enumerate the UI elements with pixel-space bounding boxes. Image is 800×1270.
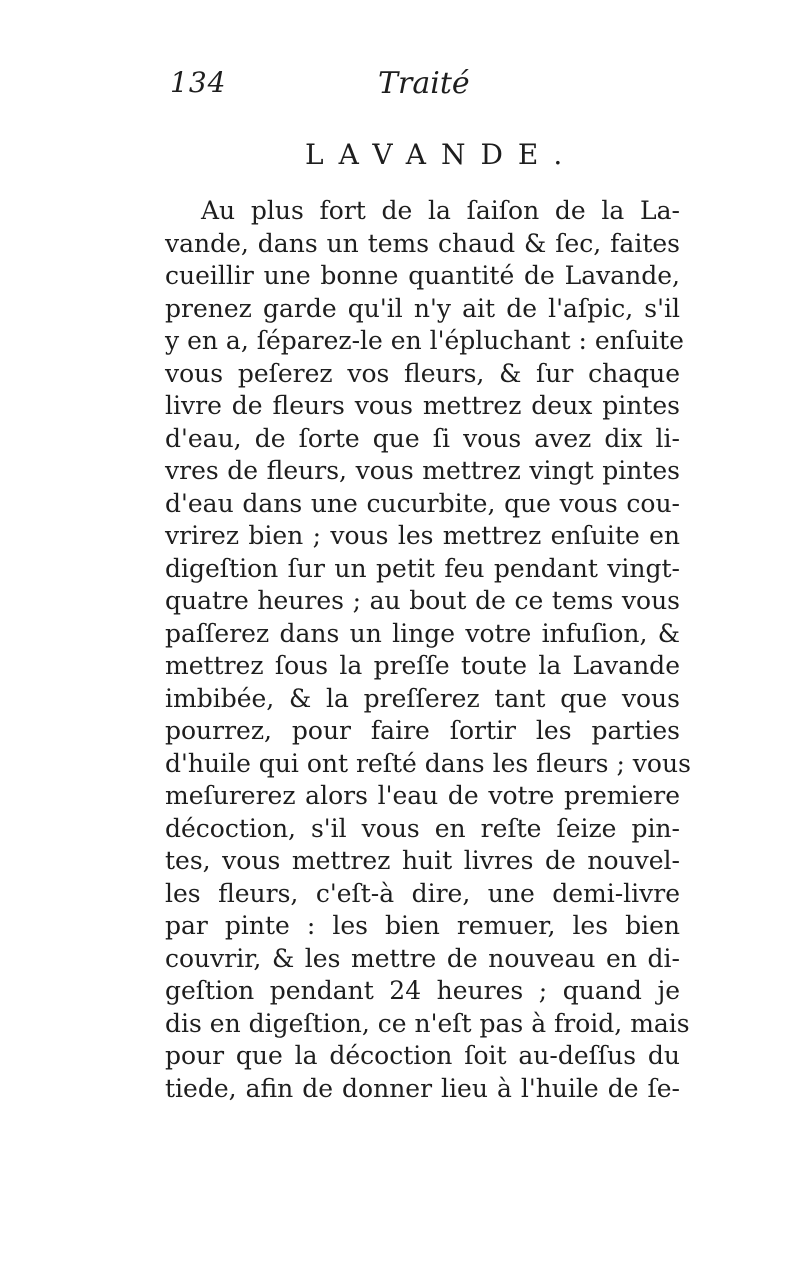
text-line: décoction, s'il vous en reſte ſeize pin-	[165, 813, 680, 843]
text-line: d'eau, de ſorte que ſi vous avez dix li-	[165, 423, 680, 453]
text-line: Au plus fort de la ſaiſon de la La-	[201, 196, 680, 225]
section-title: LAVANDE.	[305, 138, 578, 171]
text-line: imbibée, & la preſſerez tant que vous	[165, 683, 680, 713]
text-line: pourrez, pour faire ſortir les parties	[165, 716, 680, 745]
text-line: les fleurs, c'eſt-à dire, une demi-livre	[165, 878, 680, 908]
text-line: y en a, ſéparez-le en l'épluchant : enſuite	[165, 326, 684, 355]
running-head: Traité	[378, 66, 470, 101]
text-line: prenez garde qu'il n'y ait de l'aſpic, s'il	[165, 293, 680, 323]
text-line: quatre heures ; au bout de ce tems vous	[165, 586, 680, 615]
text-line: vande, dans un tems chaud & ſec, faites	[165, 228, 680, 258]
text-line: d'eau dans une cucurbite, que vous cou-	[165, 488, 680, 518]
text-line: tiede, afin de donner lieu à l'huile de ſe-	[165, 1073, 680, 1103]
text-line: cueillir une bonne quantité de Lavande,	[165, 261, 680, 290]
page-number: 134	[170, 66, 227, 99]
text-line: pour que la décoction ſoit au-deſſus du	[165, 1041, 680, 1070]
text-line: vres de fleurs, vous mettrez vingt pintes	[165, 456, 680, 485]
text-line: mettrez ſous la preſſe toute la Lavande	[165, 651, 680, 680]
text-line: d'huile qui ont reſté dans les fleurs ; vous	[165, 748, 691, 778]
body-paragraph	[165, 195, 691, 1105]
text-line: paſſerez dans un linge votre infuſion, &	[165, 618, 680, 648]
text-line: digeſtion ſur un petit feu pendant vingt-	[165, 553, 680, 583]
text-line: livre de fleurs vous mettrez deux pintes	[165, 391, 680, 420]
text-line: couvrir, & les mettre de nouveau en di-	[165, 943, 680, 973]
text-line: vrirez bien ; vous les mettrez enſuite en	[165, 521, 680, 550]
text-line: geſtion pendant 24 heures ; quand je	[165, 976, 680, 1005]
text-line: par pinte : les bien remuer, les bien	[165, 911, 680, 940]
text-line: meſurerez alors l'eau de votre premiere	[165, 781, 680, 810]
text-line: tes, vous mettrez huit livres de nouvel-	[165, 846, 680, 875]
text-line: vous peſerez vos fleurs, & ſur chaque	[165, 358, 680, 388]
text-line: dis en digeſtion, ce n'eſt pas à froid, mais	[165, 1008, 690, 1038]
